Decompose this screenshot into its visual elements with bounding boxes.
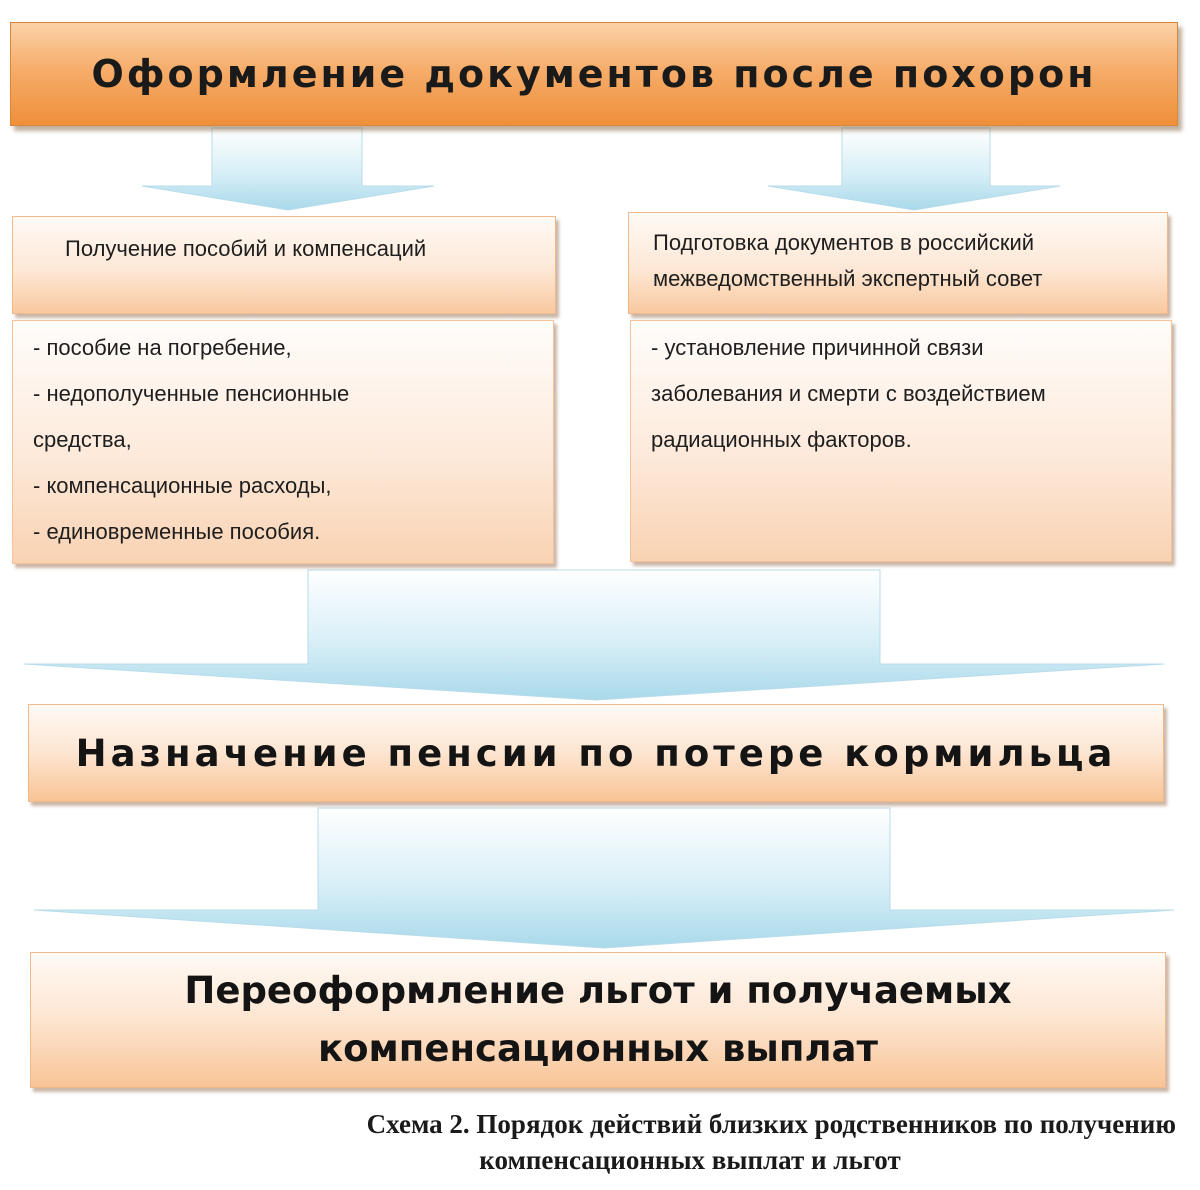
right-branch-header-line2: межведомственный экспертный совет xyxy=(653,266,1043,291)
list-item: - недополученные пенсионные xyxy=(33,381,350,406)
figure-caption xyxy=(60,1106,1200,1178)
arrow-right-down xyxy=(768,128,1060,210)
left-branch-header-text: Получение пособий и компенсаций xyxy=(65,236,427,261)
caption-line2: компенсационных выплат и льгот xyxy=(479,1145,901,1175)
benefits-text xyxy=(184,962,1011,1078)
pension-text: Назначение пенсии по потере кормильца xyxy=(75,731,1117,775)
benefits-box xyxy=(30,952,1166,1088)
right-branch-header xyxy=(628,212,1168,314)
left-branch-header xyxy=(12,216,556,314)
left-branch-list xyxy=(12,320,554,564)
list-item: - установление причинной связи xyxy=(651,335,984,360)
right-branch-list xyxy=(630,320,1172,562)
benefits-line1: Переоформление льгот и получаемых xyxy=(184,969,1012,1012)
caption-line1: Схема 2. Порядок действий близких родственников по получению xyxy=(366,1109,1176,1139)
pension-box xyxy=(28,704,1164,802)
benefits-line2: компенсационных выплат xyxy=(318,1027,878,1070)
page-title: Оформление документов после похорон xyxy=(91,52,1097,96)
list-item: средства, xyxy=(33,427,132,452)
arrow-left-down xyxy=(142,128,434,210)
list-item: радиационных факторов. xyxy=(651,427,912,452)
title-box xyxy=(10,22,1178,126)
list-item: - единовременные пособия. xyxy=(33,519,321,544)
right-branch-header-line1: Подготовка документов в российский xyxy=(653,230,1035,255)
arrow-pension-down xyxy=(34,808,1174,948)
list-item: - компенсационные расходы, xyxy=(33,473,332,498)
list-item: - пособие на погребение, xyxy=(33,335,292,360)
arrow-merge-down xyxy=(24,570,1164,700)
list-item: заболевания и смерти с воздействием xyxy=(651,381,1046,406)
